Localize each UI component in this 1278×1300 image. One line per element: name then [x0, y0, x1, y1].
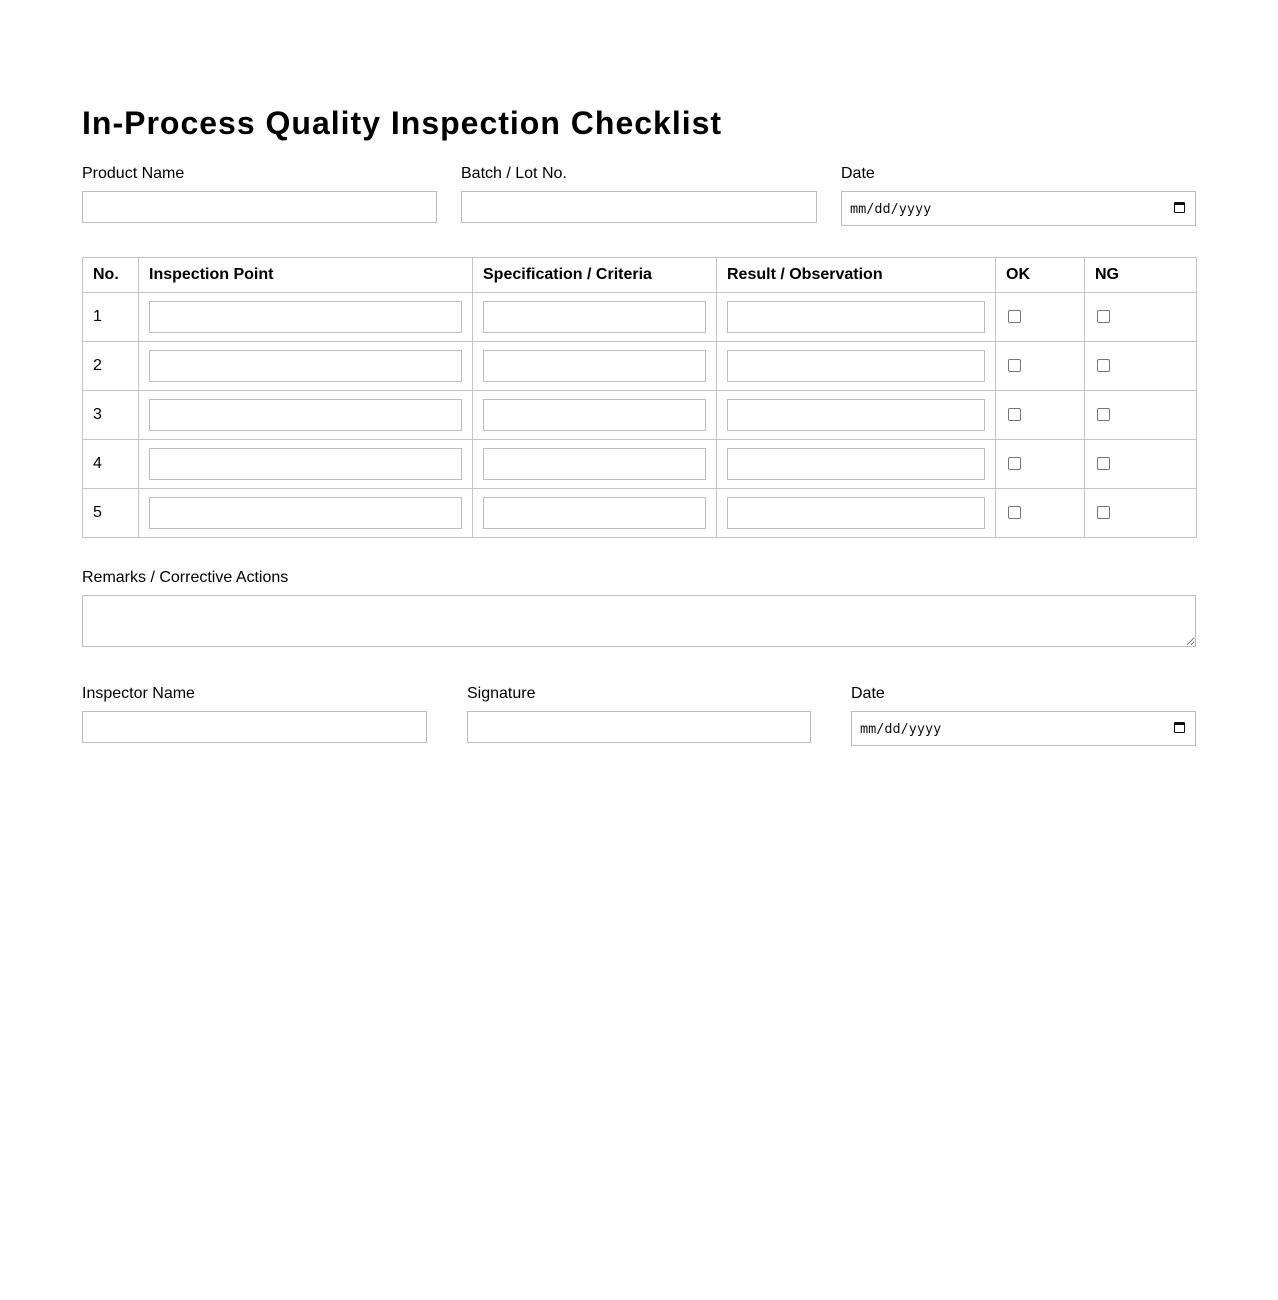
- ng-checkbox[interactable]: [1097, 506, 1110, 519]
- inspection-table: [82, 257, 1197, 538]
- inspection-date-input[interactable]: [851, 711, 1196, 746]
- specification-cell: [473, 293, 717, 342]
- date-label: Date: [841, 165, 875, 182]
- ok-checkbox[interactable]: [1008, 310, 1021, 323]
- inspector-name-input[interactable]: [82, 711, 427, 743]
- specification-input[interactable]: [483, 301, 706, 333]
- inspection-point-cell: [139, 391, 473, 440]
- result-cell: [717, 489, 996, 538]
- inspection-point-input[interactable]: [149, 301, 462, 333]
- ng-cell: [1085, 342, 1197, 391]
- inspection-date-field: [851, 685, 1196, 746]
- specification-cell: [473, 391, 717, 440]
- product-name-input[interactable]: [82, 191, 437, 223]
- result-input[interactable]: [727, 301, 985, 333]
- ok-checkbox[interactable]: [1008, 506, 1021, 519]
- inspection-point-input[interactable]: [149, 399, 462, 431]
- inspection-date-placeholder: mm/dd/yyyy: [860, 720, 942, 737]
- specification-input[interactable]: [483, 497, 706, 529]
- specification-cell: [473, 489, 717, 538]
- column-header-result: Result / Observation: [717, 258, 996, 293]
- table-row: [83, 293, 1197, 342]
- calendar-icon[interactable]: [1174, 202, 1185, 213]
- table-row: [83, 489, 1197, 538]
- specification-input[interactable]: [483, 399, 706, 431]
- table-row: [83, 440, 1197, 489]
- ng-cell: [1085, 293, 1197, 342]
- result-input[interactable]: [727, 350, 985, 382]
- result-cell: [717, 293, 996, 342]
- result-cell: [717, 342, 996, 391]
- result-input[interactable]: [727, 497, 985, 529]
- specification-input[interactable]: [483, 448, 706, 480]
- row-number: 4: [83, 440, 139, 489]
- ok-checkbox[interactable]: [1008, 359, 1021, 372]
- row-number: 2: [83, 342, 139, 391]
- ng-checkbox[interactable]: [1097, 457, 1110, 470]
- signature-field: [467, 685, 811, 743]
- result-input[interactable]: [727, 448, 985, 480]
- product-name-label: Product Name: [82, 165, 185, 182]
- inspection-point-cell: [139, 293, 473, 342]
- specification-input[interactable]: [483, 350, 706, 382]
- signature-label: Signature: [467, 685, 536, 702]
- specification-cell: [473, 342, 717, 391]
- column-header-inspection-point: Inspection Point: [139, 258, 473, 293]
- batch-lot-label: Batch / Lot No.: [461, 165, 567, 182]
- inspection-point-cell: [139, 489, 473, 538]
- ng-cell: [1085, 391, 1197, 440]
- inspector-name-field: [82, 685, 427, 743]
- result-input[interactable]: [727, 399, 985, 431]
- table-row: [83, 342, 1197, 391]
- inspection-date-label: Date: [851, 685, 885, 702]
- column-header-ok: OK: [996, 258, 1085, 293]
- row-number: 1: [83, 293, 139, 342]
- ok-checkbox[interactable]: [1008, 408, 1021, 421]
- result-cell: [717, 440, 996, 489]
- ok-cell: [996, 489, 1085, 538]
- ok-cell: [996, 293, 1085, 342]
- table-row: [83, 391, 1197, 440]
- inspection-point-input[interactable]: [149, 350, 462, 382]
- row-number: 3: [83, 391, 139, 440]
- ng-checkbox[interactable]: [1097, 359, 1110, 372]
- ng-cell: [1085, 489, 1197, 538]
- product-name-field: [82, 165, 437, 223]
- column-header-no: No.: [83, 258, 139, 293]
- ok-cell: [996, 440, 1085, 489]
- ng-checkbox[interactable]: [1097, 310, 1110, 323]
- remarks-label: Remarks / Corrective Actions: [82, 569, 289, 586]
- batch-lot-field: [461, 165, 817, 223]
- remarks-textarea[interactable]: [82, 595, 1196, 647]
- inspection-point-input[interactable]: [149, 497, 462, 529]
- row-number: 5: [83, 489, 139, 538]
- date-input[interactable]: [841, 191, 1196, 226]
- page-title: In-Process Quality Inspection Checklist: [82, 105, 723, 141]
- remarks-field: [82, 569, 1196, 647]
- ng-checkbox[interactable]: [1097, 408, 1110, 421]
- ng-cell: [1085, 440, 1197, 489]
- inspection-point-cell: [139, 440, 473, 489]
- inspection-point-input[interactable]: [149, 448, 462, 480]
- result-cell: [717, 391, 996, 440]
- date-placeholder: mm/dd/yyyy: [850, 200, 932, 217]
- table-header-row: [83, 258, 1197, 293]
- ok-checkbox[interactable]: [1008, 457, 1021, 470]
- inspection-point-cell: [139, 342, 473, 391]
- ok-cell: [996, 342, 1085, 391]
- specification-cell: [473, 440, 717, 489]
- signature-input[interactable]: [467, 711, 811, 743]
- ok-cell: [996, 391, 1085, 440]
- date-field: [841, 165, 1196, 226]
- column-header-specification: Specification / Criteria: [473, 258, 717, 293]
- batch-lot-input[interactable]: [461, 191, 817, 223]
- inspector-name-label: Inspector Name: [82, 685, 195, 702]
- calendar-icon[interactable]: [1174, 722, 1185, 733]
- column-header-ng: NG: [1085, 258, 1197, 293]
